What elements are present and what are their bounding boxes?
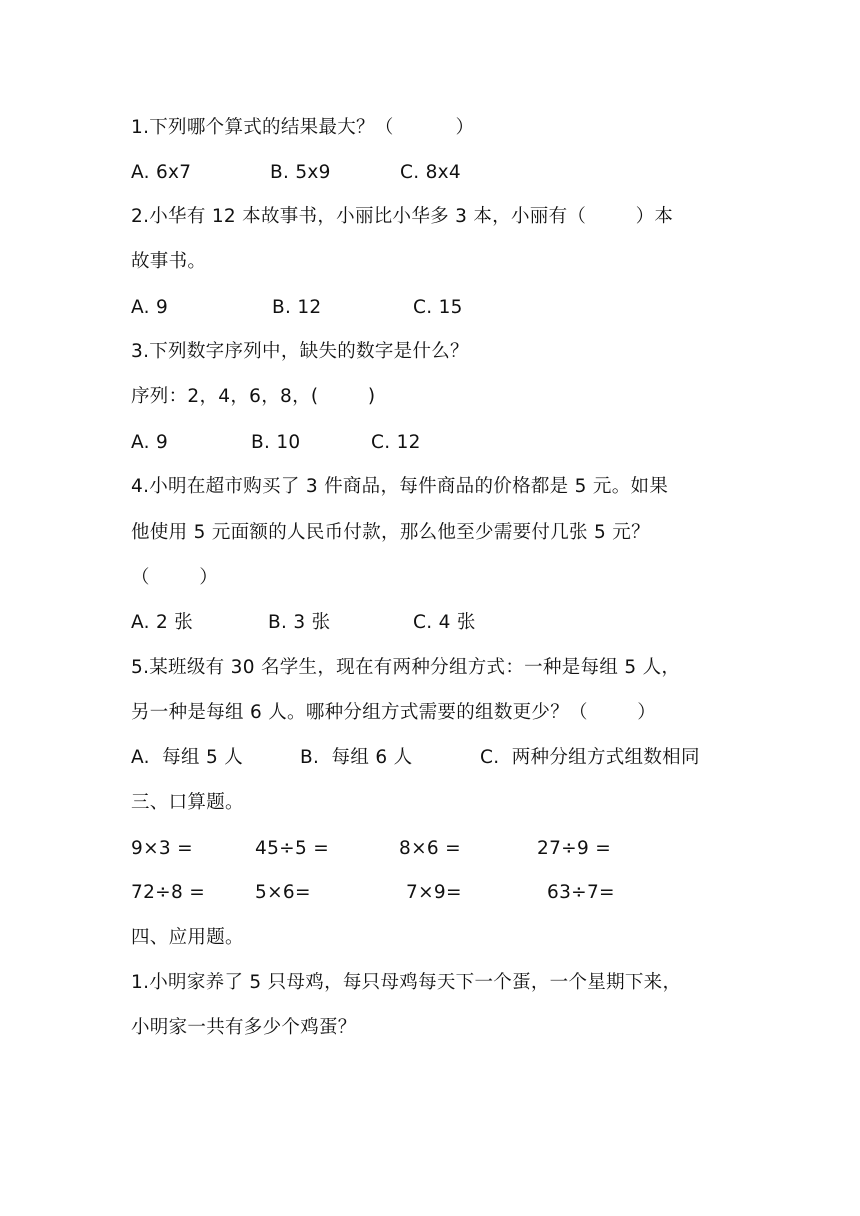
question-5-option-b: B. 每组 6 人 xyxy=(300,747,413,768)
question-4-option-c: C. 4 张 xyxy=(413,612,476,633)
question-2-option-c: C. 15 xyxy=(413,297,463,318)
question-4-option-b: B. 3 张 xyxy=(268,612,331,633)
question-5-option-a: A. 每组 5 人 xyxy=(131,747,244,768)
oral-calc-item: 7×9= xyxy=(406,882,462,903)
question-4-option-a: A. 2 张 xyxy=(131,612,194,633)
question-1-option-c: C. 8x4 xyxy=(400,162,461,183)
oral-calc-item: 9×3 = xyxy=(131,838,193,859)
question-5-option-c: C. 两种分组方式组数相同 xyxy=(480,747,700,768)
section-4-heading: 四、应用题。 xyxy=(131,927,244,948)
oral-calc-item: 72÷8 = xyxy=(131,882,205,903)
question-2-text-line-2: 故事书。 xyxy=(131,251,207,272)
question-4-text-line-1: 4.小明在超市购买了 3 件商品，每件商品的价格都是 5 元。如果 xyxy=(131,476,669,497)
question-3-option-c: C. 12 xyxy=(371,432,421,453)
oral-calc-item: 63÷7= xyxy=(547,882,615,903)
question-3-option-b: B. 10 xyxy=(251,432,301,453)
question-2-text-line-1: 2.小华有 12 本故事书，小丽比小华多 3 本，小丽有（ ）本 xyxy=(131,206,674,227)
section-3-heading: 三、口算题。 xyxy=(131,792,244,813)
word-problem-1-line-2: 小明家一共有多少个鸡蛋？ xyxy=(131,1017,357,1038)
question-1-text: 1.下列哪个算式的结果最大？（ ） xyxy=(131,117,475,138)
question-5-text-line-1: 5.某班级有 30 名学生，现在有两种分组方式：一种是每组 5 人， xyxy=(131,657,681,678)
oral-calc-item: 27÷9 = xyxy=(537,838,611,859)
word-problem-1-line-1: 1.小明家养了 5 只母鸡，每只母鸡每天下一个蛋，一个星期下来， xyxy=(131,972,682,993)
question-4-text-line-3: （ ） xyxy=(131,567,219,588)
question-2-option-b: B. 12 xyxy=(272,297,322,318)
question-1-option-b: B. 5x9 xyxy=(270,162,331,183)
question-4-text-line-2: 他使用 5 元面额的人民币付款，那么他至少需要付几张 5 元？ xyxy=(131,522,650,543)
question-3-text-line-2: 序列：2，4，6，8，( ) xyxy=(131,386,376,407)
oral-calc-item: 8×6 = xyxy=(399,838,461,859)
question-3-option-a: A. 9 xyxy=(131,432,169,453)
question-1-option-a: A. 6x7 xyxy=(131,162,192,183)
oral-calc-item: 5×6= xyxy=(255,882,311,903)
question-3-text-line-1: 3.下列数字序列中，缺失的数字是什么？ xyxy=(131,341,469,362)
question-2-option-a: A. 9 xyxy=(131,297,169,318)
oral-calc-item: 45÷5 = xyxy=(255,838,329,859)
question-5-text-line-2: 另一种是每组 6 人。哪种分组方式需要的组数更少？（ ） xyxy=(131,702,657,723)
